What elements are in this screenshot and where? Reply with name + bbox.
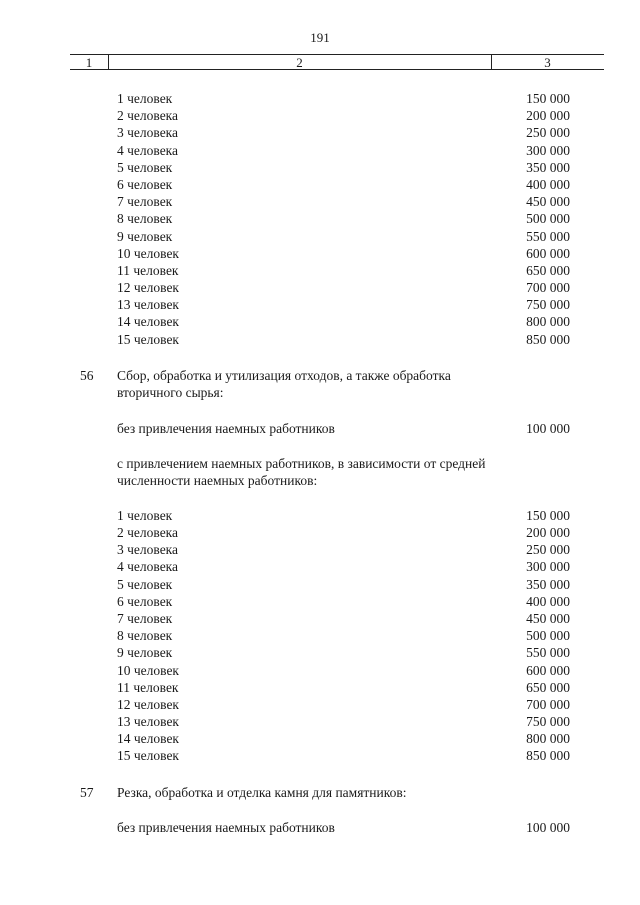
section-title: Резка, обработка и отделка камня для памятников: (117, 784, 407, 800)
row-label: 4 человека (117, 142, 179, 158)
with-workers-paragraph: с привлечением наемных работников, в зависимости от средней численности наемных работников: (117, 455, 486, 489)
table-row (80, 593, 570, 610)
header-col-1: 1 (85, 55, 93, 70)
table-row (80, 124, 570, 141)
table-row (80, 747, 570, 764)
row-label: 10 человек (117, 662, 179, 678)
row-value: 400 000 (526, 176, 570, 192)
table-row (80, 558, 570, 575)
row-value: 400 000 (526, 593, 570, 609)
row-value: 650 000 (526, 679, 570, 695)
table-row (80, 679, 570, 696)
row-label: 9 человек (117, 228, 173, 244)
row-value: 550 000 (526, 645, 570, 661)
row-label: 8 человек (117, 211, 173, 227)
row-value: 700 000 (526, 280, 570, 296)
row-value: 100 000 (526, 420, 570, 436)
row-value: 450 000 (526, 610, 570, 626)
row-value: 550 000 (526, 228, 570, 244)
row-value: 350 000 (526, 159, 570, 175)
section-56-rows (80, 507, 570, 765)
row-value: 250 000 (526, 542, 570, 558)
table-row (80, 142, 570, 159)
row-value: 350 000 (526, 576, 570, 592)
row-label: 11 человек (117, 679, 179, 695)
section-56-header (80, 367, 570, 402)
row-label: 14 человек (117, 314, 179, 330)
row-label: без привлечения наемных работников (117, 820, 335, 836)
row-label: 5 человек (117, 576, 173, 592)
table-row (80, 524, 570, 541)
row-value: 600 000 (526, 245, 570, 261)
table-row (80, 576, 570, 593)
row-label: 4 человека (117, 559, 179, 575)
row-label: 2 человека (117, 108, 179, 124)
table-row (80, 331, 570, 348)
page-number: 191 (310, 30, 330, 45)
table-row (80, 627, 570, 644)
row-label: 9 человек (117, 645, 173, 661)
row-label: 5 человек (117, 159, 173, 175)
row-value: 300 000 (526, 559, 570, 575)
table-row (80, 262, 570, 279)
row-value: 500 000 (526, 628, 570, 644)
section-57-header (80, 784, 570, 802)
table-row (80, 662, 570, 679)
row-label: 6 человек (117, 593, 173, 609)
row-label: 14 человек (117, 731, 179, 747)
row-label: 13 человек (117, 297, 179, 313)
row-label: 3 человека (117, 125, 179, 141)
row-value: 300 000 (526, 142, 570, 158)
row-value: 150 000 (526, 507, 570, 523)
table-row (80, 228, 570, 245)
row-value: 600 000 (526, 662, 570, 678)
table-row (80, 90, 570, 107)
row-label: 7 человек (117, 610, 173, 626)
row-value: 850 000 (526, 748, 570, 764)
row-label: 13 человек (117, 714, 179, 730)
table-row (80, 176, 570, 193)
document-body (80, 90, 570, 837)
section-number: 57 (80, 784, 94, 800)
row-value: 700 000 (526, 696, 570, 712)
no-workers-row (80, 420, 570, 438)
table-row (80, 644, 570, 661)
section-56 (80, 367, 570, 765)
row-label: 11 человек (117, 262, 179, 278)
row-value: 100 000 (526, 820, 570, 836)
row-value: 200 000 (526, 108, 570, 124)
section-57 (80, 784, 570, 838)
table-row (80, 193, 570, 210)
table-row (80, 210, 570, 227)
row-label: 6 человек (117, 176, 173, 192)
row-label: 7 человек (117, 194, 173, 210)
header-col-3: 3 (544, 55, 551, 70)
table-row (80, 696, 570, 713)
row-label: без привлечения наемных работников (117, 420, 335, 436)
row-value: 200 000 (526, 525, 570, 540)
section-title: Сбор, обработка и утилизация отходов, а также обработка вторичного сырья: (117, 367, 451, 401)
row-label: 1 человек (117, 507, 173, 523)
table-row (80, 713, 570, 730)
row-label: 10 человек (117, 245, 179, 261)
row-value: 750 000 (526, 714, 570, 730)
table-row (80, 507, 570, 524)
row-value: 150 000 (526, 91, 570, 106)
top-rows-list (80, 90, 570, 348)
row-label: 1 человек (117, 91, 173, 106)
table-row (80, 296, 570, 313)
table-row (80, 159, 570, 176)
no-workers-row (80, 819, 570, 837)
table-row (80, 610, 570, 627)
table-row (80, 107, 570, 124)
section-number: 56 (80, 367, 94, 383)
row-label: 8 человек (117, 628, 173, 644)
row-label: 2 человека (117, 525, 179, 540)
row-value: 800 000 (526, 314, 570, 330)
row-label: 15 человек (117, 748, 179, 764)
row-value: 750 000 (526, 297, 570, 313)
row-value: 500 000 (526, 211, 570, 227)
table-row (80, 313, 570, 330)
row-label: 3 человека (117, 542, 179, 558)
row-value: 800 000 (526, 731, 570, 747)
table-row (80, 245, 570, 262)
row-label: 15 человек (117, 331, 179, 347)
header-col-2: 2 (296, 55, 303, 70)
row-value: 650 000 (526, 262, 570, 278)
row-value: 850 000 (526, 331, 570, 347)
row-label: 12 человек (117, 696, 179, 712)
table-row (80, 541, 570, 558)
table-header (70, 54, 604, 70)
row-value: 450 000 (526, 194, 570, 210)
row-label: 12 человек (117, 280, 179, 296)
row-value: 250 000 (526, 125, 570, 141)
table-row (80, 279, 570, 296)
table-row (80, 730, 570, 747)
